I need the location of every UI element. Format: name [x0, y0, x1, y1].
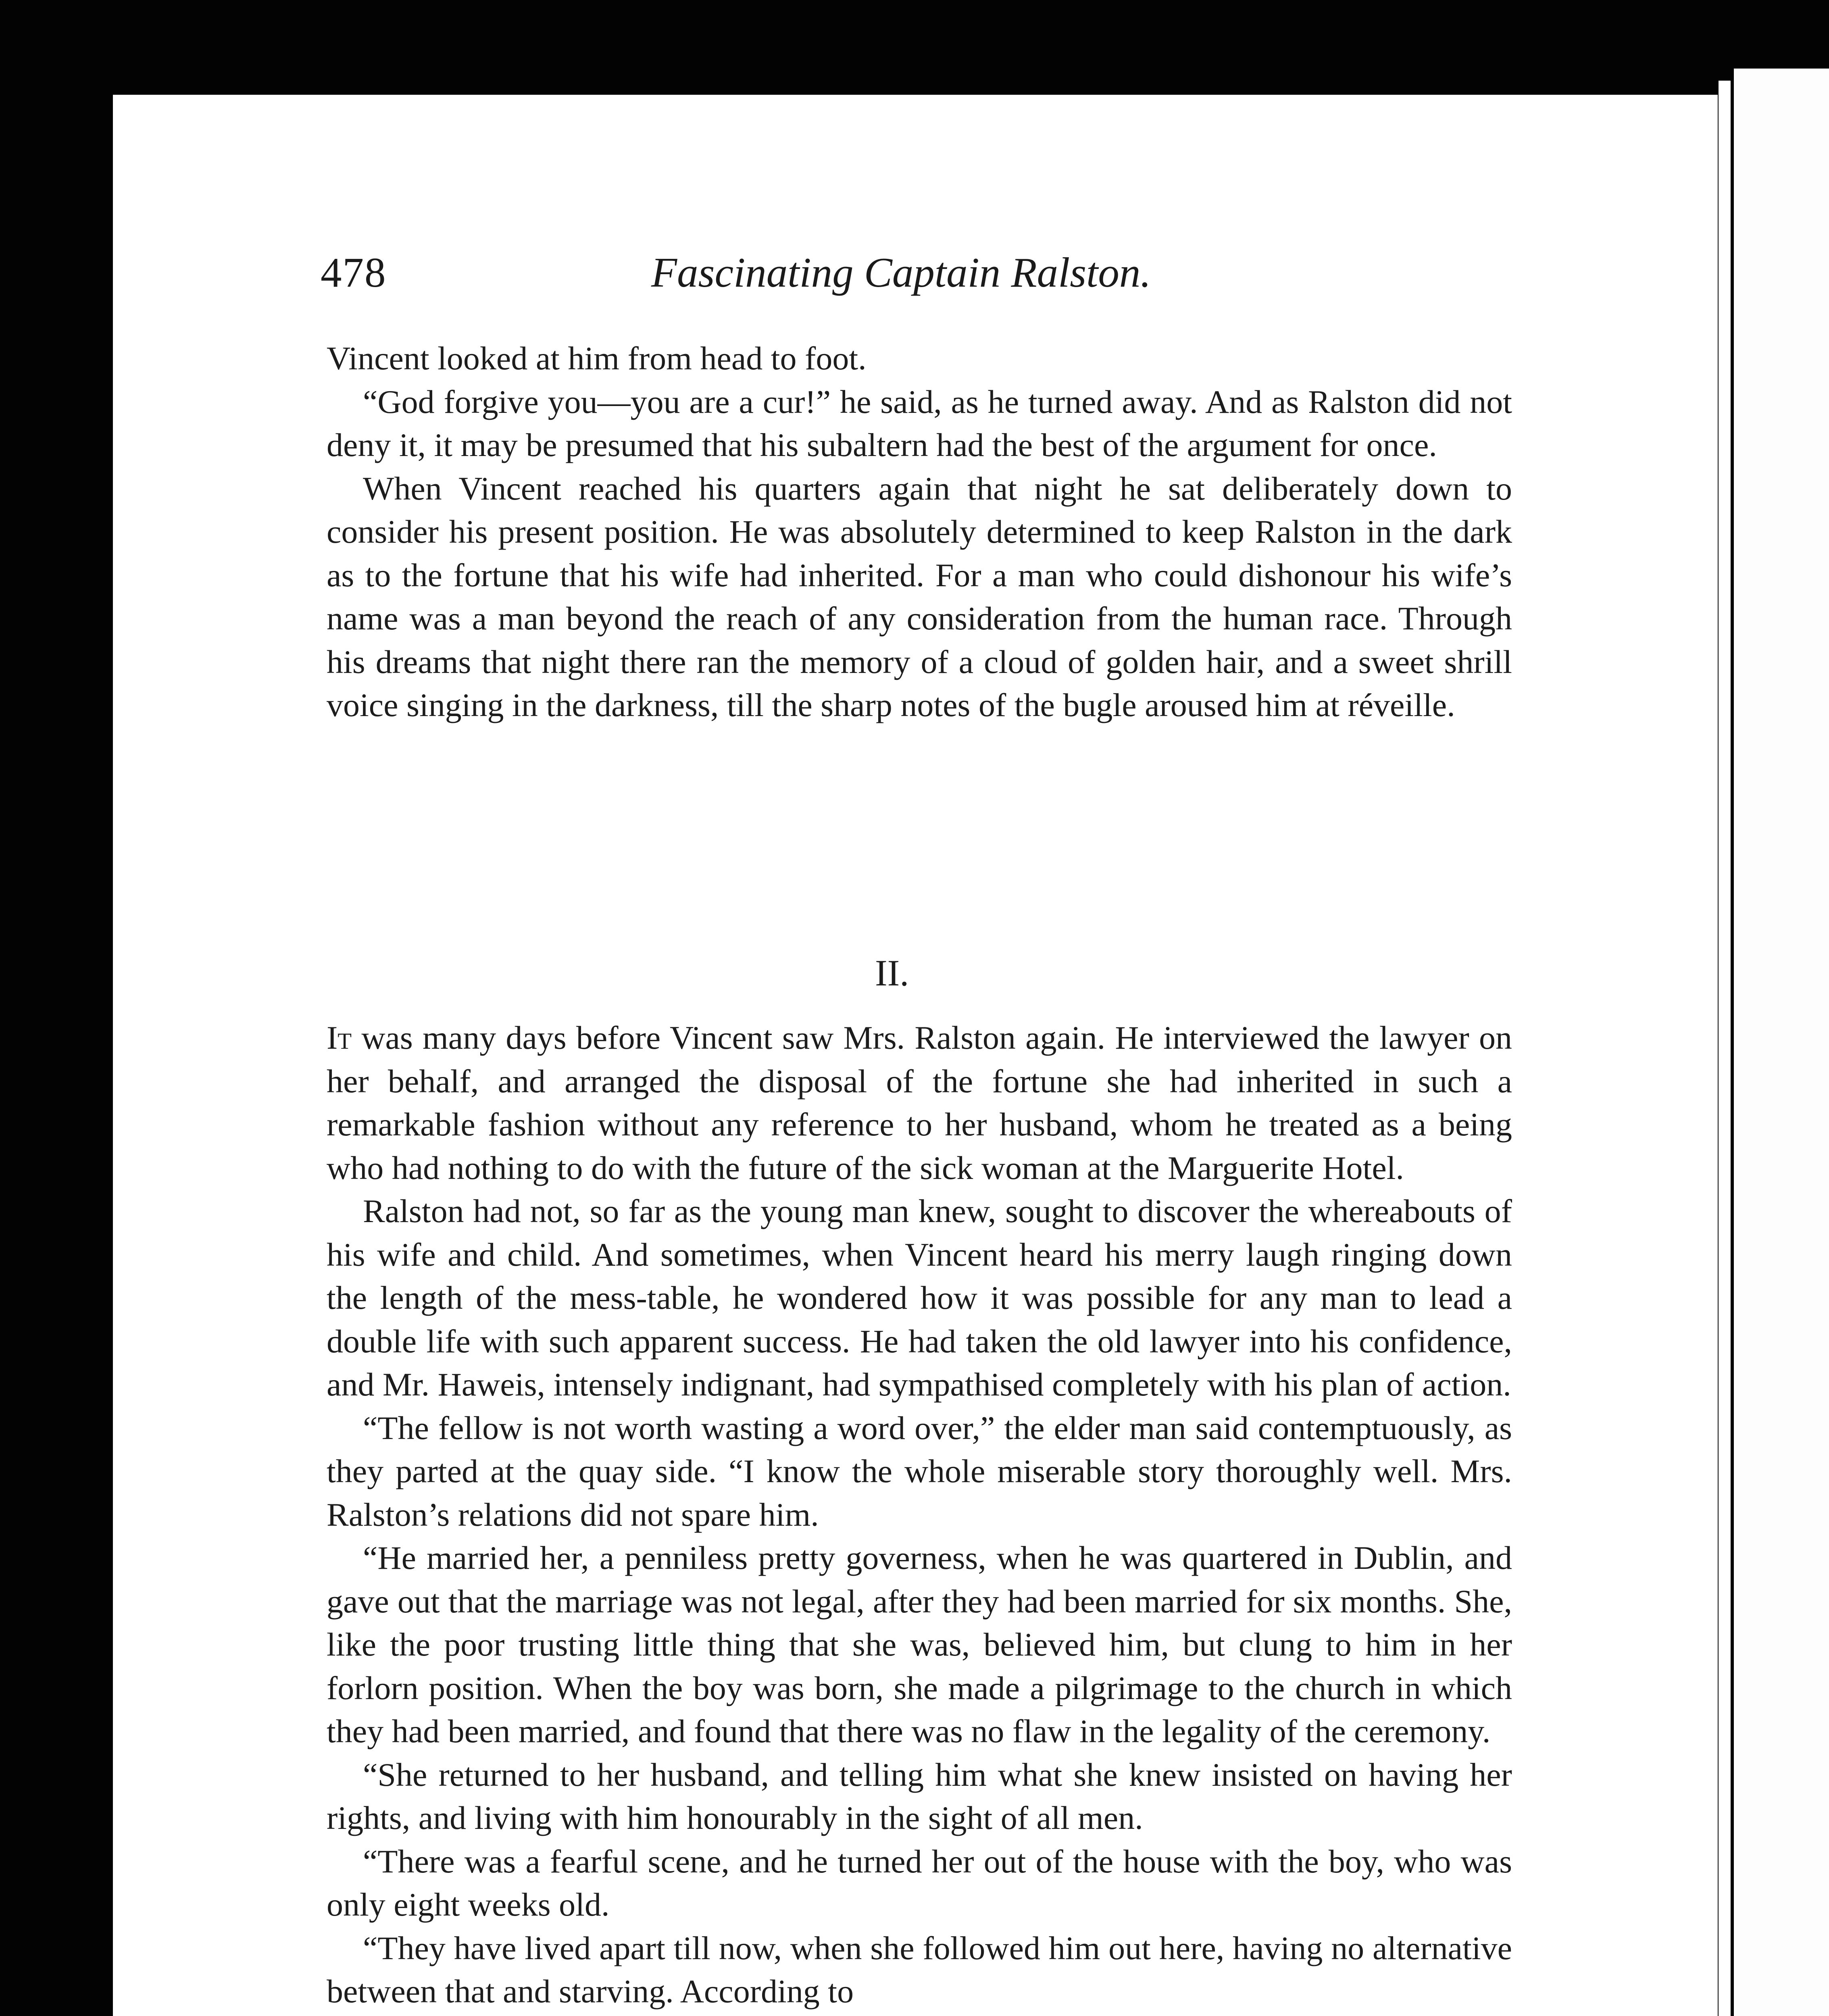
- paragraph: “God forgive you—you are a cur!” he said, as he turned away. And as Ralston did not deny it, it may be presumed that his subaltern had the best of the argument for once.: [327, 383, 1512, 463]
- paragraph: Vincent looked at him from head to foot.: [327, 340, 867, 377]
- running-title: Fascinating Captain Ralston.: [651, 249, 1151, 296]
- page-edge: [1719, 81, 1731, 2016]
- paragraph: Ralston had not, so far as the young man knew, sought to discover the whereabouts of his wife and child. And sometimes, when Vincent heard his merry laugh ringing down the length of the mess-table, he wondered how it was possible for any man to lead a double life with such apparent success. He had taken the old lawyer into his confidence, and Mr. Haweis, intensely indignant, had sympathised completely with his plan of action.: [327, 1193, 1512, 1403]
- section-heading: II.: [875, 952, 909, 993]
- page-number: 478: [321, 249, 387, 296]
- paragraph: When Vincent reached his quarters again that night he sat deliberately down to consider his present position. He was absolutely determined to keep Ralston in the dark as to the fortune that his wife had inherited. For a man who could dishonour his wife’s name was a man beyond the reach of any consideration from the human race. Through his dreams that night there ran the memory of a cloud of golden hair, and a sweet shrill voice singing in the darkness, till the sharp notes of the bugle aroused him at réveille.: [327, 470, 1512, 723]
- next-page-edge: [1734, 69, 1829, 2016]
- paragraph: “The fellow is not worth wasting a word over,” the elder man said contemptuously, as they parted at the quay side. “I know the whole miserable story thoroughly well. Mrs. Ralston’s relations did not spare him.: [327, 1409, 1512, 1533]
- dropcap-word: It: [327, 1019, 352, 1056]
- paragraph: “She returned to her husband, and telling him what she knew insisted on having her rights, and living with him honourably in the sight of all men.: [327, 1756, 1512, 1836]
- section-two-text: [327, 1016, 1512, 2013]
- section-one-text: [327, 337, 1512, 727]
- paragraph: “He married her, a penniless pretty governess, when he was quartered in Dublin, and gave out that the marriage was not legal, after they had been married for six months. She, like the poor trusting little thing that she was, believed him, but clung to him in her forlorn position. When the boy was born, she made a pilgrimage to the church in which they had been married, and found that there was no flaw in the legality of the ceremony.: [327, 1539, 1512, 1749]
- paragraph: “They have lived apart till now, when she followed him out here, having no alternative between that and starving. According to: [327, 1929, 1512, 2010]
- running-header: [321, 248, 1187, 312]
- opening-paragraph: [327, 1016, 1512, 1189]
- paragraph-text: was many days before Vincent saw Mrs. Ralston again. He interviewed the lawyer on her behalf, and arranged the disposal of the fortune she had inherited in such a remarkable fashion without any reference to her husband, whom he treated as a being who had nothing to do with the future of the sick woman at the Marguerite Hotel.: [327, 1019, 1512, 1186]
- paragraph: “There was a fearful scene, and he turned her out of the house with the boy, who was only eight weeks old.: [327, 1843, 1512, 1923]
